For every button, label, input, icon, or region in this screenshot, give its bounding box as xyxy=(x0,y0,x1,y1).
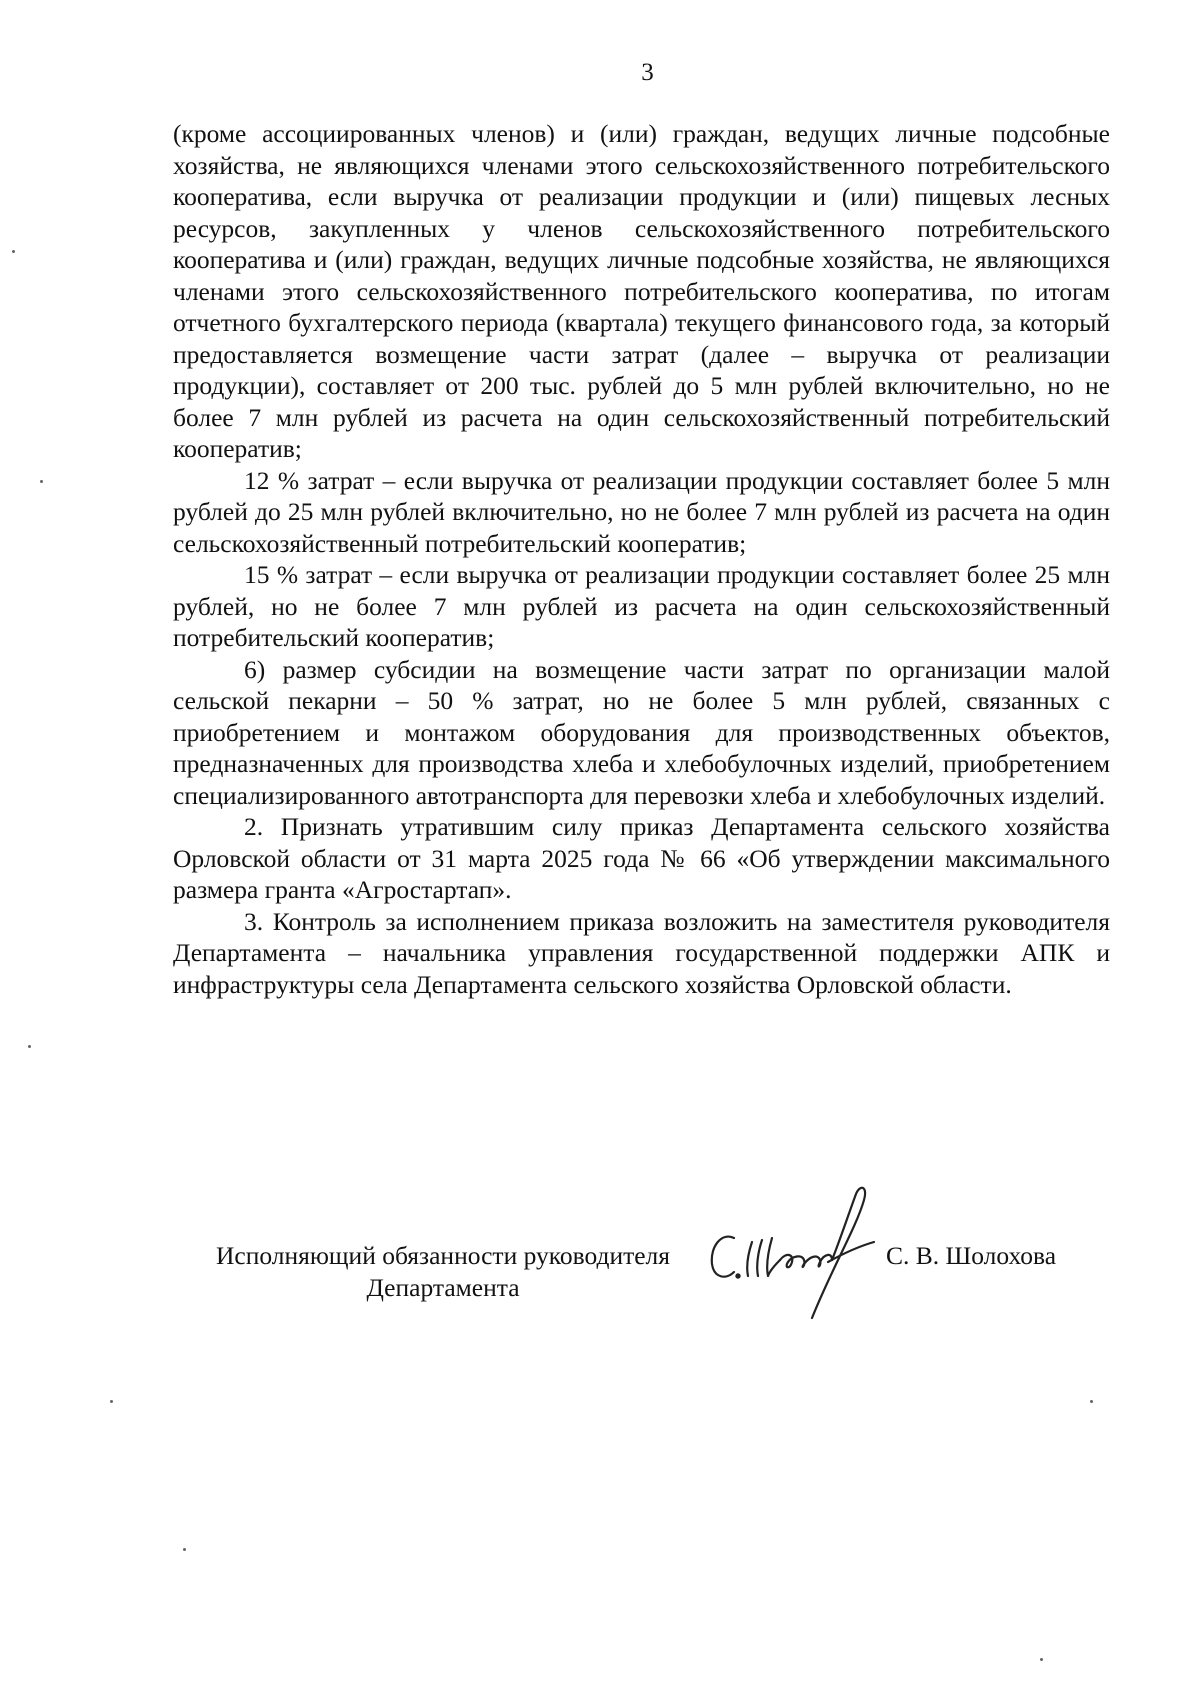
paragraph-control: 3. Контроль за исполнением приказа возложить на заместителя руководителя Департамента – начальника управления государственной поддержки АПК и инфраструктуры села Департамента сельского хозяйства Орловской области. xyxy=(173,906,1110,999)
scan-speck xyxy=(1090,1400,1093,1403)
signatory-name: С. В. Шолохова xyxy=(886,1241,1057,1270)
document-body xyxy=(173,118,1110,1000)
scan-speck xyxy=(28,1045,31,1048)
scan-speck xyxy=(183,1548,186,1551)
paragraph-12-percent: 12 % затрат – если выручка от реализации продукции составляет более 5 млн рублей до 25 млн рублей включительно, но не более 7 млн рублей из расчета на один сельскохозяйственный потребительский кооператив; xyxy=(173,465,1110,558)
scan-speck xyxy=(40,480,43,483)
signatory-position xyxy=(188,1240,698,1303)
signatory-position-line2: Департамента xyxy=(366,1272,520,1302)
scan-speck xyxy=(110,1400,113,1403)
scan-speck xyxy=(1040,1658,1043,1661)
handwritten-signature xyxy=(700,1180,900,1320)
paragraph-criteria-continuation: (кроме ассоциированных членов) и (или) граждан, ведущих личные подсобные хозяйства, не являющихся членами этого сельскохозяйственного потребительского кооператива, если выручка от реализации продукции и (или) пищевых лесных ресурсов, закупленных у членов сельскохозяйственного потребительского кооператива и (или) граждан, ведущих личные подсобные хозяйства, не являющихся членами этого сельскохозяйственного потребительского кооператива, по итогам отчетного бухгалтерского периода (квартала) текущего финансового года, за который предоставляется возмещение части затрат (далее – выручка от реализации продукции), составляет от 200 тыс. рублей до 5 млн рублей включительно, но не более 7 млн рублей из расчета на один сельскохозяйственный потребительский кооператив; xyxy=(173,119,1110,463)
paragraph-bakery-subsidy: 6) размер субсидии на возмещение части затрат по организации малой сельской пекарни – 50 % затрат, но не более 5 млн рублей, связанных с приобретением и монтажом оборудования для производственных объектов, предназначенных для производства хлеба и хлебобулочных изделий, приобретением специализированного автотранспорта для перевозки хлеба и хлебобулочных изделий. xyxy=(173,654,1110,810)
signatory-position-line1: Исполняющий обязанности руководителя xyxy=(215,1241,671,1270)
paragraph-repeal-order: 2. Признать утратившим силу приказ Департамента сельского хозяйства Орловской области от 31 марта 2025 года № 66 «Об утверждении максимального размера гранта «Агростартап». xyxy=(173,812,1110,904)
paragraph-15-percent: 15 % затрат – если выручка от реализации продукции составляет более 25 млн рублей, но не более 7 млн рублей из расчета на один сельскохозяйственный потребительский кооператив; xyxy=(173,560,1110,652)
signature-block xyxy=(0,1240,1200,1360)
page-number: 3 xyxy=(641,59,654,86)
scan-speck xyxy=(12,250,15,253)
